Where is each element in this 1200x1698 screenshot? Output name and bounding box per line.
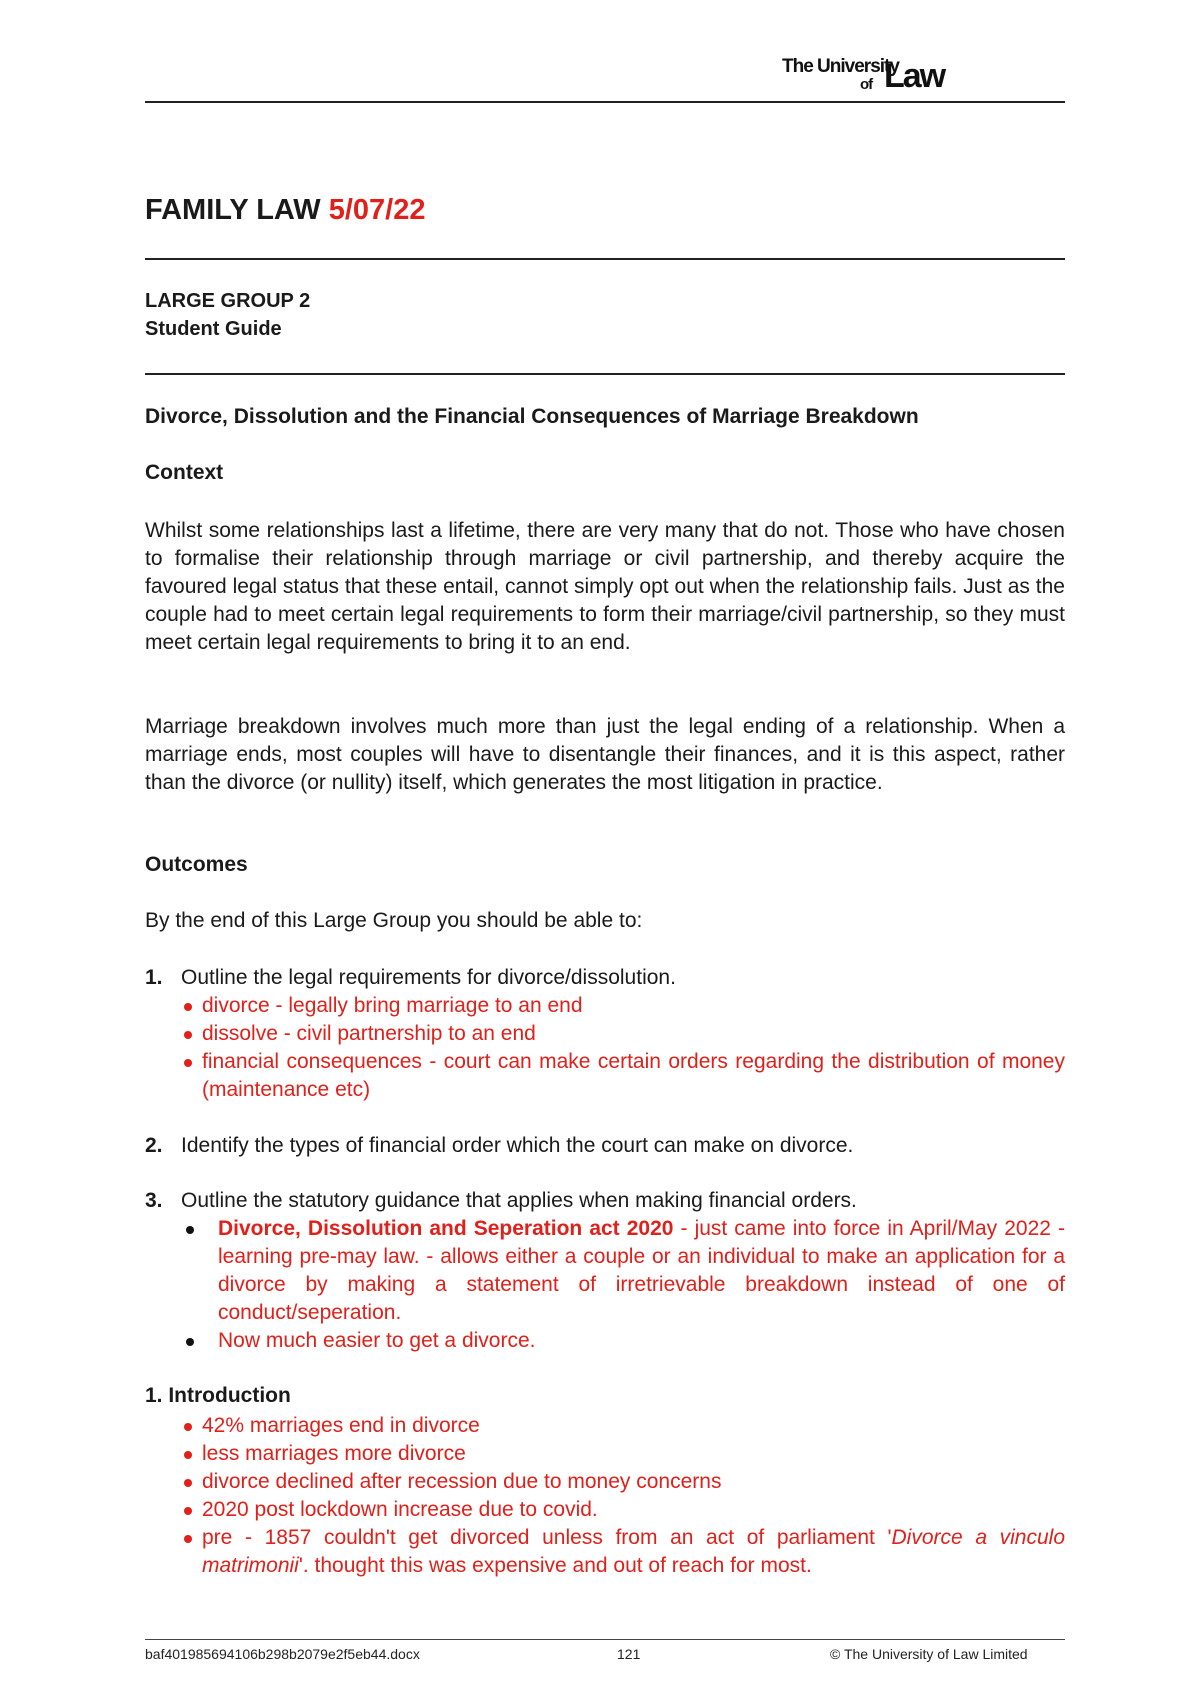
- outcome-item-3: [145, 1187, 857, 1215]
- outcome-number: 1.: [145, 966, 163, 989]
- outcome-item-2: [145, 1132, 853, 1160]
- context-paragraph-2: Marriage breakdown involves much more than just the legal ending of a relationship. When a marriage ends, most couples will have to disentangle their finances, and it is this aspect, rather than the divorce (or nullity) itself, which generates the most litigation in practice.: [145, 715, 1065, 794]
- act-name: Divorce, Dissolution and Seperation act 2020: [218, 1217, 674, 1240]
- outcome-3-notes: [182, 1215, 1065, 1355]
- outcomes-heading: Outcomes: [145, 853, 248, 876]
- bullet-icon: [184, 1003, 192, 1011]
- footer-copyright: © The University of Law Limited: [830, 1646, 1028, 1662]
- outcome-item-1: [145, 964, 676, 992]
- page-title: [145, 194, 425, 227]
- bullet-icon: [184, 1031, 192, 1039]
- footer-filename: baf401985694106b298b2079e2f5eb44.docx: [145, 1646, 420, 1662]
- bullet-icon: [184, 1451, 192, 1459]
- bullet-icon: [184, 1535, 192, 1543]
- list-item: dissolve - civil partnership to an end: [182, 1020, 1065, 1048]
- university-of-law-logo: [782, 56, 982, 96]
- outcome-1-notes: [182, 992, 1065, 1104]
- list-item: pre - 1857 couldn't get divorced unless from an act of parliament 'Divorce a vinculo matrimonii'. thought this was expensive and out of reach for most.: [182, 1524, 1065, 1580]
- outcomes-intro: By the end of this Large Group you should be able to:: [145, 909, 643, 932]
- title-text: FAMILY LAW: [145, 194, 321, 226]
- outcome-number: 3.: [145, 1189, 163, 1212]
- title-date: 5/07/22: [328, 194, 426, 226]
- guide-label: Student Guide: [145, 318, 282, 340]
- logo-text-university: The University: [782, 56, 899, 77]
- context-heading: Context: [145, 461, 224, 484]
- bullet-icon: [184, 1423, 192, 1431]
- bullet-icon: [184, 1507, 192, 1515]
- list-item: Divorce, Dissolution and Seperation act 2020 - just came into force in April/May 2022 - learning pre-may law. - allows either a couple or an individual to make an application for a divorce by making a statement of irretrievable breakdown instead of one of conduct/seperation.: [182, 1215, 1065, 1327]
- header-rule: [145, 101, 1065, 103]
- outcome-text: Outline the statutory guidance that applies when making financial orders.: [181, 1189, 857, 1212]
- group-label: LARGE GROUP 2: [145, 290, 311, 312]
- outcome-text: Outline the legal requirements for divorce/dissolution.: [181, 966, 676, 989]
- list-item: 42% marriages end in divorce: [182, 1412, 1065, 1440]
- bullet-icon: [186, 1226, 194, 1234]
- list-item: 2020 post lockdown increase due to covid.: [182, 1496, 1065, 1524]
- footer-page-number: 121: [617, 1646, 641, 1662]
- list-item: divorce declined after recession due to money concerns: [182, 1468, 1065, 1496]
- list-item: financial consequences - court can make certain orders regarding the distribution of money (maintenance etc): [182, 1048, 1065, 1104]
- logo-text-of: of: [860, 76, 873, 93]
- footer-rule: [145, 1639, 1065, 1640]
- outcome-number: 2.: [145, 1134, 163, 1157]
- latin-phrase: Divorce a vinculo matrimonii: [202, 1526, 1065, 1577]
- subheader-rule: [145, 373, 1065, 375]
- outcome-text: Identify the types of financial order which the court can make on divorce.: [181, 1134, 854, 1157]
- list-item: Now much easier to get a divorce.: [182, 1327, 1065, 1355]
- introduction-heading: 1. Introduction: [145, 1384, 291, 1407]
- title-rule: [145, 258, 1065, 260]
- logo-text-law: Law: [884, 57, 945, 95]
- introduction-notes: [182, 1412, 1065, 1580]
- list-item: divorce - legally bring marriage to an end: [182, 992, 1065, 1020]
- bullet-icon: [184, 1479, 192, 1487]
- context-paragraph-1: Whilst some relationships last a lifetime, there are very many that do not. Those who have chosen to formalise their relationship through marriage or civil partnership, and thereby acquire the favoured legal status that these entail, cannot simply opt out when the relationship fails. Just as the couple had to meet certain legal requirements to form their marriage/civil partnership, so they must meet certain legal requirements to bring it to an end.: [145, 519, 1065, 654]
- topic-heading: Divorce, Dissolution and the Financial Consequences of Marriage Breakdown: [145, 405, 919, 428]
- list-item: less marriages more divorce: [182, 1440, 1065, 1468]
- bullet-icon: [186, 1338, 194, 1346]
- bullet-icon: [184, 1059, 192, 1067]
